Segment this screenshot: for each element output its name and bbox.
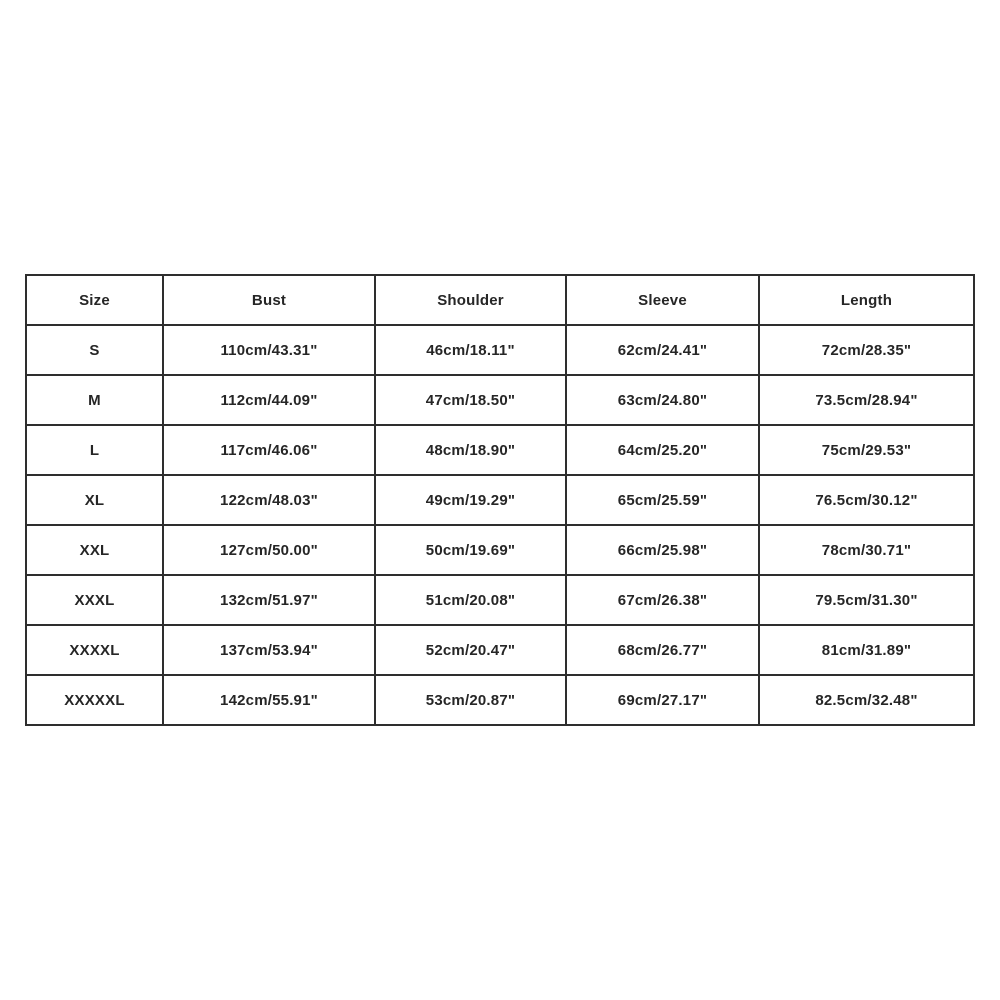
measurement-cell: 50cm/19.69" [375, 525, 566, 575]
measurement-cell: 78cm/30.71" [759, 525, 974, 575]
measurement-cell: 68cm/26.77" [566, 625, 759, 675]
header-cell-sleeve: Sleeve [566, 275, 759, 325]
measurement-cell: 73.5cm/28.94" [759, 375, 974, 425]
header-cell-bust: Bust [163, 275, 375, 325]
header-row [26, 275, 974, 325]
measurement-cell: 75cm/29.53" [759, 425, 974, 475]
measurement-cell: 52cm/20.47" [375, 625, 566, 675]
measurement-cell: 67cm/26.38" [566, 575, 759, 625]
measurement-cell: 49cm/19.29" [375, 475, 566, 525]
size-cell: XXXL [26, 575, 163, 625]
size-chart-table [25, 274, 975, 726]
header-cell-size: Size [26, 275, 163, 325]
size-cell: XXL [26, 525, 163, 575]
measurement-cell: 137cm/53.94" [163, 625, 375, 675]
table-row [26, 475, 974, 525]
measurement-cell: 142cm/55.91" [163, 675, 375, 725]
measurement-cell: 82.5cm/32.48" [759, 675, 974, 725]
header-cell-shoulder: Shoulder [375, 275, 566, 325]
measurement-cell: 117cm/46.06" [163, 425, 375, 475]
table-row [26, 425, 974, 475]
measurement-cell: 122cm/48.03" [163, 475, 375, 525]
measurement-cell: 47cm/18.50" [375, 375, 566, 425]
size-cell: M [26, 375, 163, 425]
measurement-cell: 72cm/28.35" [759, 325, 974, 375]
size-cell: XL [26, 475, 163, 525]
size-cell: L [26, 425, 163, 475]
size-cell: XXXXXL [26, 675, 163, 725]
header-cell-length: Length [759, 275, 974, 325]
table-row [26, 325, 974, 375]
table-row [26, 375, 974, 425]
measurement-cell: 65cm/25.59" [566, 475, 759, 525]
table-row [26, 525, 974, 575]
measurement-cell: 64cm/25.20" [566, 425, 759, 475]
measurement-cell: 79.5cm/31.30" [759, 575, 974, 625]
measurement-cell: 127cm/50.00" [163, 525, 375, 575]
measurement-cell: 48cm/18.90" [375, 425, 566, 475]
measurement-cell: 53cm/20.87" [375, 675, 566, 725]
table-row [26, 675, 974, 725]
size-cell: S [26, 325, 163, 375]
table-body [26, 325, 974, 725]
measurement-cell: 51cm/20.08" [375, 575, 566, 625]
measurement-cell: 132cm/51.97" [163, 575, 375, 625]
measurement-cell: 110cm/43.31" [163, 325, 375, 375]
measurement-cell: 62cm/24.41" [566, 325, 759, 375]
measurement-cell: 112cm/44.09" [163, 375, 375, 425]
table-row [26, 625, 974, 675]
table-row [26, 575, 974, 625]
measurement-cell: 46cm/18.11" [375, 325, 566, 375]
measurement-cell: 76.5cm/30.12" [759, 475, 974, 525]
measurement-cell: 66cm/25.98" [566, 525, 759, 575]
measurement-cell: 81cm/31.89" [759, 625, 974, 675]
measurement-cell: 63cm/24.80" [566, 375, 759, 425]
size-cell: XXXXL [26, 625, 163, 675]
measurement-cell: 69cm/27.17" [566, 675, 759, 725]
